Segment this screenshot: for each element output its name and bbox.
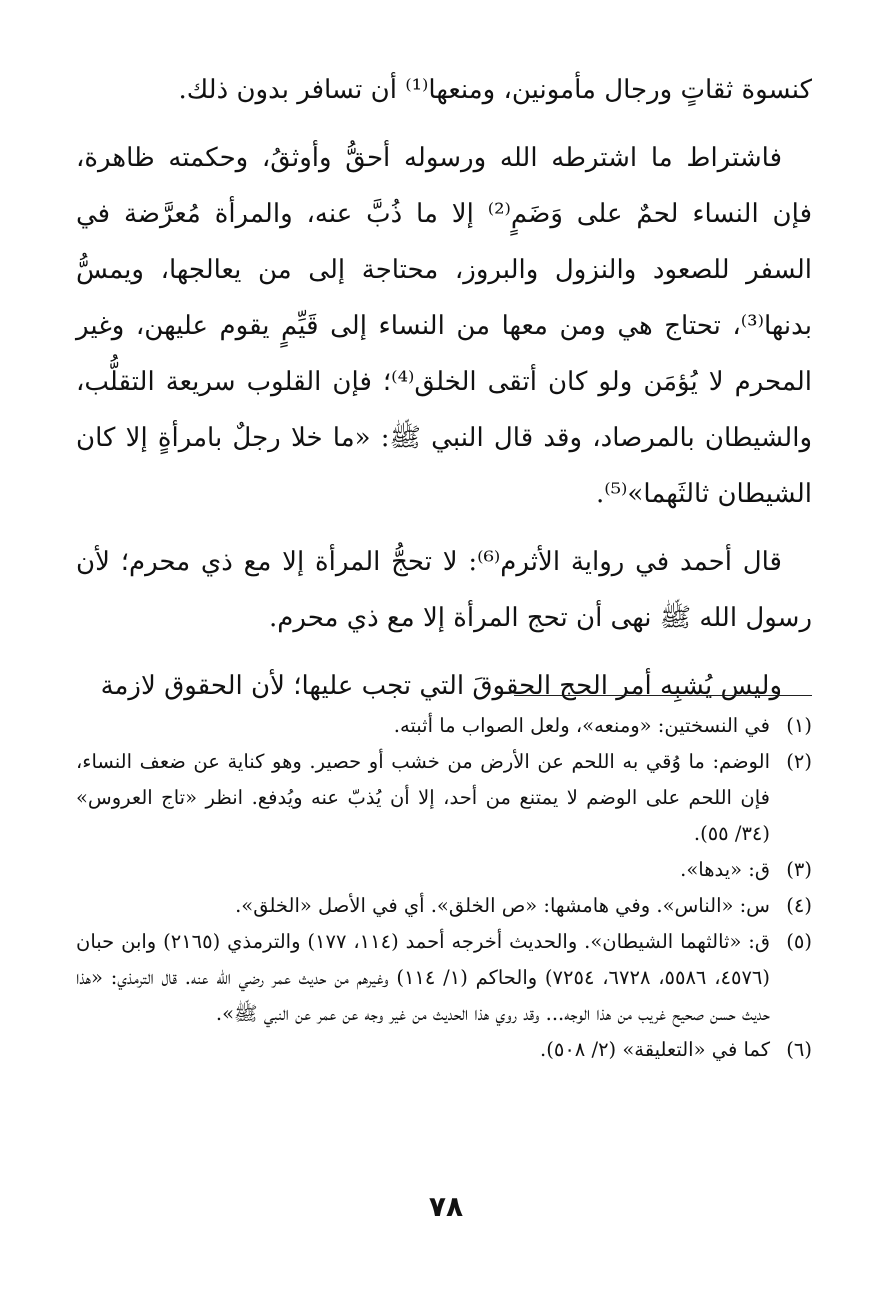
footnote-number: (٢) [786,750,812,773]
main-paragraph-3: قال أحمد في رواية الأثرم⁽⁶⁾: لا تحجُّ المرأة إلا مع ذي محرم؛ لأن رسول الله ﷺ نهى أن تحج المرأة إلا مع ذي محرم. [76,547,812,633]
footnote-text: الوضم: ما وُقي به اللحم عن الأرض من خشب أو حصير. وهو كناية عن ضعف النساء، فإن اللحم على الوضم لا يمتنع من أحد، إلا أن يُذبّ عنه ويُدفع. انظر «تاج العروس» (٣٤/ ٥٥). [76,750,770,845]
footnote-number: (٦) [786,1038,812,1061]
footnote-5 [76,924,812,1032]
footnote-2 [76,744,812,852]
footnote-text: ق: «ثالثهما الشيطان». والحديث أخرجه أحمد (١١٤، ١٧٧) والترمذي (٢١٦٥) وابن حبان (٤٥٧٦، ٥٥٨٦، ٦٧٢٨، ٧٢٥٤) والحاكم (١/ ١١٤) وغيرهم من حديث عمر رضي الله عنه. قال الترمذي: «هذا حديث حسن صحيح غريب من هذا الوجه... وقد روي هذا الحديث من غير وجه عن عمر عن النبي ﷺ». [76,930,771,1025]
footnotes-block [76,708,812,1068]
footnote-text: س: «الناس». وفي هامشها: «ص الخلق». أي في الأصل «الخلق». [235,894,770,917]
main-paragraph-4: وليس يُشبِه أمر الحج الحقوقَ التي تجب عليها؛ لأن الحقوق لازمة [100,671,782,701]
footnote-text: ق: «يدها». [680,858,770,881]
page-number: ٧٨ [428,1190,464,1223]
footnote-number: (٣) [786,858,812,881]
footnote-3 [76,852,812,888]
main-paragraph-1: كنسوة ثقاتٍ ورجال مأمونين، ومنعها⁽¹⁾ أن تسافر بدون ذلك. [178,75,812,105]
footnote-text: كما في «التعليقة» (٢/ ٥٠٨). [540,1038,770,1061]
main-text-block [76,62,812,726]
footnote-text: في النسختين: «ومنعه»، ولعل الصواب ما أثبته. [393,714,770,737]
footnote-number: (٥) [786,930,812,953]
footnote-4 [76,888,812,924]
footnote-number: (١) [786,714,812,737]
footnote-1 [76,708,812,744]
footnote-6 [76,1032,812,1068]
main-paragraph-2: فاشتراط ما اشترطه الله ورسوله أحقُّ وأوثقُ، وحكمته ظاهرة، فإن النساء لحمٌ على وَضَمٍ⁽²⁾ إلا ما ذُبَّ عنه، والمرأة مُعرَّضة في السفر للصعود والنزول والبروز، محتاجة إلى من يعالجها، ويمسُّ بدنها⁽³⁾، تحتاج هي ومن معها من النساء إلى قَيِّمٍ يقوم عليهن، وغير المحرم لا يُؤمَن ولو كان أتقى الخلق⁽⁴⁾؛ فإن القلوب سريعة التقلُّب، والشيطان بالمرصاد، وقد قال النبي ﷺ: «ما خلا رجلٌ بامرأةٍ إلا كان الشيطان ثالثَهما»⁽⁵⁾. [76,143,812,509]
footnote-divider [514,695,812,696]
footnote-number: (٤) [786,894,812,917]
